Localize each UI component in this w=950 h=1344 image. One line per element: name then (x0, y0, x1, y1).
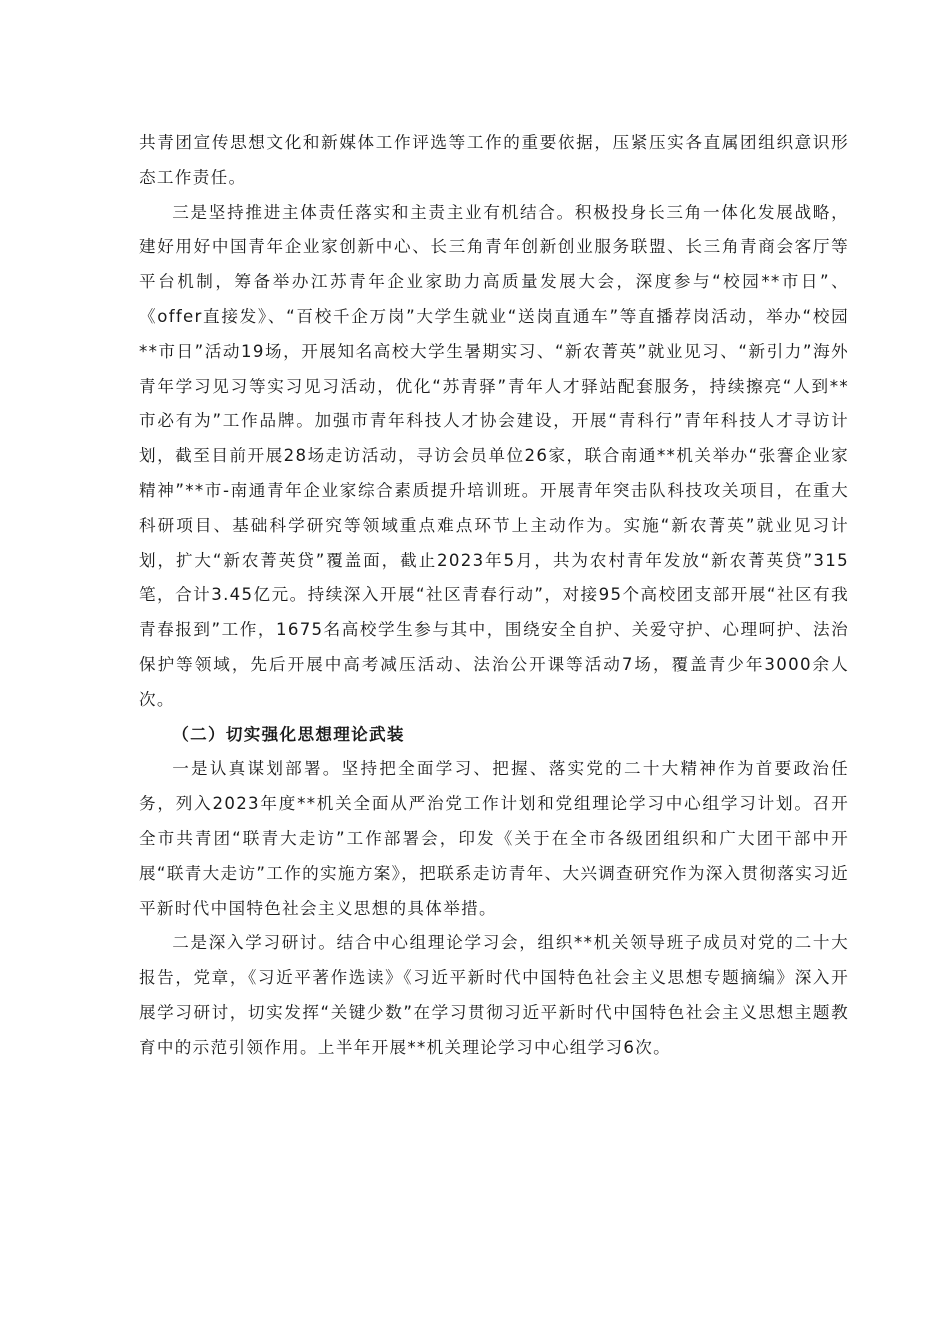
paragraph-point-three: 三是坚持推进主体责任落实和主责主业有机结合。积极投身长三角一体化发展战略，建好用好中国青年企业家创新中心、长三角青年创新创业服务联盟、长三角青商会客厅等平台机制，筹备举办江苏青年企业家助力高质量发展大会，深度参与“校园**市日”、《offer直接发》、“百校千企万岗”大学生就业“送岗直通车”等直播荐岗活动，举办“校园**市日”活动19场，开展知名高校大学生暑期实习、“新农菁英”就业见习、“新引力”海外青年学习见习等实习见习活动，优化“苏青驿”青年人才驿站配套服务，持续擦亮“人到**市必有为”工作品牌。加强市青年科技人才协会建设，开展“青科行”青年科技人才寻访计划，截至目前开展28场走访活动，寻访会员单位26家，联合南通**机关举办“张謇企业家精神”**市-南通青年企业家综合素质提升培训班。开展青年突击队科技攻关项目，在重大科研项目、基础科学研究等领域重点难点环节上主动作为。实施“新农菁英”就业见习计划，扩大“新农菁英贷”覆盖面，截止2023年5月，共为农村青年发放“新农菁英贷”315笔，合计3.45亿元。持续深入开展“社区青春行动”，对接95个高校团支部开展“社区有我青春报到”工作，1675名高校学生参与其中，围绕安全自护、关爱守护、心理呵护、法治保护等领域，先后开展中高考减压活动、法治公开课等活动7场，覆盖青少年3000余人次。 (139, 202, 849, 709)
document-body (139, 126, 849, 1066)
paragraph-point-two: 二是深入学习研讨。结合中心组理论学习会，组织**机关领导班子成员对党的二十大报告，党章，《习近平著作选读》《习近平新时代中国特色社会主义思想专题摘编》深入开展学习研讨，切实发挥“关键少数”在学习贯彻习近平新时代中国特色社会主义思想主题教育中的示范引领作用。上半年开展**机关理论学习中心组学习6次。 (139, 933, 849, 1057)
section-heading: （二）切实强化思想理论武装 (172, 724, 405, 744)
paragraph-point-one: 一是认真谋划部署。坚持把全面学习、把握、落实党的二十大精神作为首要政治任务，列入2023年度**机关全面从严治党工作计划和党组理论学习中心组学习计划。召开全市共青团“联青大走访”工作部署会，印发《关于在全市各级团组织和广大团干部中开展“联青大走访”工作的实施方案》，把联系走访青年、大兴调查研究作为深入贯彻落实习近平新时代中国特色社会主义思想的具体举措。 (139, 759, 849, 918)
paragraph-continuation: 共青团宣传思想文化和新媒体工作评选等工作的重要依据，压紧压实各直属团组织意识形态工作责任。 (139, 133, 849, 187)
